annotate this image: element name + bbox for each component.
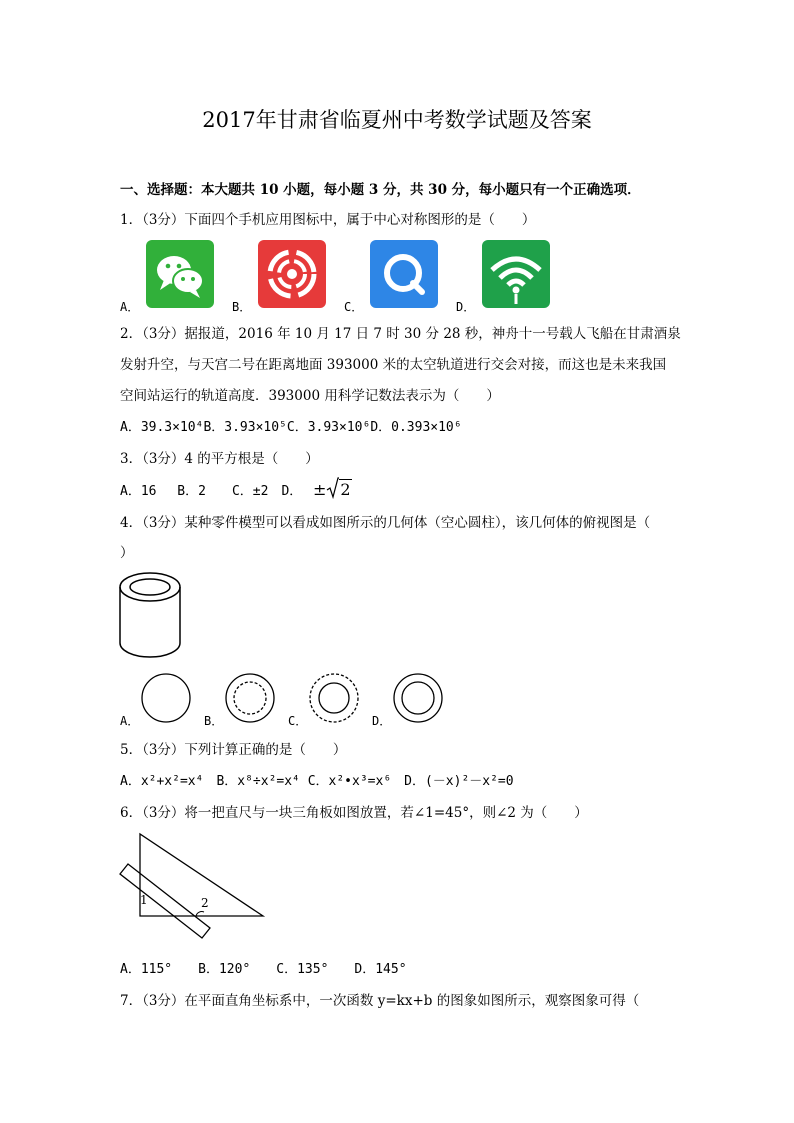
angle-1-label: 1 xyxy=(140,893,148,907)
wifi-icon xyxy=(482,240,550,308)
question-4-line-1: 4．（3分）某种零件模型可以看成如图所示的几何体（空心圆柱），该几何体的俯视图是（ xyxy=(120,515,651,531)
option-label-b: B． xyxy=(204,714,224,728)
sohu-video-icon xyxy=(258,240,326,308)
option-label-c: C． xyxy=(288,714,308,728)
page-title: 2017年甘肃省临夏州中考数学试题及答案 xyxy=(202,108,592,132)
question-4-line-2: ） xyxy=(120,545,134,561)
question-6-options: A．115° B．120° C．135° D．145° xyxy=(120,962,407,977)
question-6-text: 6．（3分）将一把直尺与一块三角板如图放置，若∠1=45°，则∠2 为（ ） xyxy=(120,805,588,821)
question-2-line-3: 空间站运行的轨道高度．393000 用科学记数法表示为（ ） xyxy=(120,388,500,404)
hollow-cylinder-figure xyxy=(118,565,198,665)
question-2-line-2: 发射升空，与天宫二号在距离地面 393000 米的太空轨道进行交会对接，而这也是未来我国 xyxy=(120,357,667,373)
top-view-d xyxy=(392,672,444,724)
ruler-triangle-figure xyxy=(118,832,278,942)
question-3-options: A．16 B．2 C．±2 D． xyxy=(120,484,303,499)
option-label-d: D． xyxy=(372,714,392,728)
option-label-a: A． xyxy=(120,300,140,314)
top-view-b xyxy=(224,672,276,724)
question-2-line-1: 2．（3分）据报道，2016 年 10 月 17 日 7 时 30 分 28 秒，神舟十一号载人飞船在甘肃酒泉 xyxy=(120,326,681,342)
radical-sign-icon xyxy=(327,478,339,498)
top-view-a xyxy=(140,672,192,724)
angle-2-label: 2 xyxy=(201,896,209,910)
option-label-a: A． xyxy=(120,714,140,728)
question-1-text: 1．（3分）下面四个手机应用图标中，属于中心对称图形的是（ ） xyxy=(120,212,536,228)
question-2-options: A．39.3×10⁴B．3.93×10⁵C．3.93×10⁶D．0.393×10⁶ xyxy=(120,420,462,435)
question-5-text: 5．（3分）下列计算正确的是（ ） xyxy=(120,742,347,758)
section-heading: 一、选择题：本大题共 10 小题，每小题 3 分，共 30 分，每小题只有一个正确选项． xyxy=(120,182,641,198)
question-3-text: 3．（3分）4 的平方根是（ ） xyxy=(120,451,319,467)
option-label-d: D． xyxy=(456,300,476,314)
option-label-c: C． xyxy=(344,300,364,314)
question-5-options: A．x²+x²=x⁴ B．x⁸÷x²=x⁴ C．x²•x³=x⁶ D．(－x)²－x²=0 xyxy=(120,774,514,789)
wechat-icon xyxy=(146,240,214,308)
option-label-b: B． xyxy=(232,300,252,314)
search-app-icon xyxy=(370,240,438,308)
plus-minus-sign: ± xyxy=(313,480,327,499)
question-7-text: 7．（3分）在平面直角坐标系中，一次函数 y=kx+b 的图象如图所示，观察图象可得（ xyxy=(120,993,640,1009)
radicand: 2 xyxy=(340,480,351,499)
sqrt-expression xyxy=(313,475,352,499)
top-view-c xyxy=(308,672,360,724)
